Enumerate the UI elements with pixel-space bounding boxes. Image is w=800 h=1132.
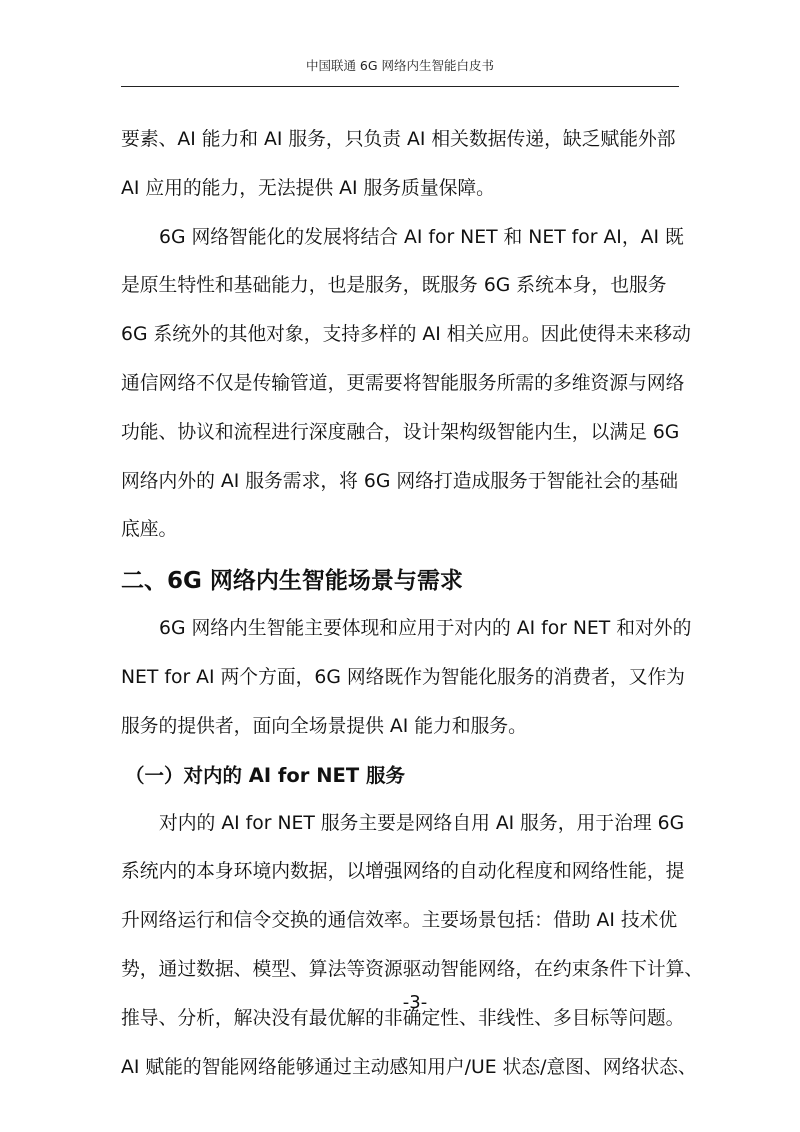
document-body	[121, 116, 704, 1092]
paragraph-line: 系统内的本身环境内数据，以增强网络的自动化程度和网络性能，提	[121, 861, 685, 883]
paragraph-line: AI 应用的能力，无法提供 AI 服务质量保障。	[121, 177, 495, 199]
paragraph-line: 功能、协议和流程进行深度融合，设计架构级智能内生，以满足 6G	[121, 421, 680, 443]
paragraph-line: 6G 网络内生智能主要体现和应用于对内的 AI for NET 和对外的	[159, 618, 692, 640]
page-header: 中国联通 6G 网络内生智能白皮书	[305, 58, 495, 73]
paragraph-line: 升网络运行和信令交换的通信效率。主要场景包括：借助 AI 技术优	[121, 910, 678, 932]
header-divider	[121, 86, 679, 87]
paragraph-line: 底座。	[121, 519, 178, 541]
paragraph-line: 网络内外的 AI 服务需求，将 6G 网络打造成服务于智能社会的基础	[121, 470, 679, 492]
page-number: -3-	[402, 992, 428, 1013]
subsection-heading: （一）对内的 AI for NET 服务	[125, 763, 405, 787]
paragraph-line: 是原生特性和基础能力，也是服务，既服务 6G 系统本身，也服务	[121, 275, 667, 297]
paragraph-line: NET for AI 两个方面，6G 网络既作为智能化服务的消费者，又作为	[121, 666, 685, 688]
paragraph-line: 对内的 AI for NET 服务主要是网络自用 AI 服务，用于治理 6G	[159, 812, 685, 834]
paragraph-line: AI 赋能的智能网络能够通过主动感知用户/UE 状态/意图、网络状态、	[121, 1056, 697, 1078]
paragraph-line: 要素、AI 能力和 AI 服务，只负责 AI 相关数据传递，缺乏赋能外部	[121, 129, 676, 150]
paragraph-line: 6G 系统外的其他对象，支持多样的 AI 相关应用。因此使得未来移动	[121, 324, 691, 346]
paragraph-line: 服务的提供者，面向全场景提供 AI 能力和服务。	[121, 715, 527, 737]
section-heading: 二、6G 网络内生智能场景与需求	[121, 568, 463, 595]
paragraph-line: 推导、分析，解决没有最优解的非确定性、非线性、多目标等问题。	[121, 1007, 685, 1029]
paragraph-line: 6G 网络智能化的发展将结合 AI for NET 和 NET for AI，AI 既	[159, 226, 684, 248]
paragraph-line: 通信网络不仅是传输管道，更需要将智能服务所需的多维资源与网络	[121, 372, 685, 394]
paragraph-line: 势，通过数据、模型、算法等资源驱动智能网络，在约束条件下计算、	[121, 958, 704, 980]
